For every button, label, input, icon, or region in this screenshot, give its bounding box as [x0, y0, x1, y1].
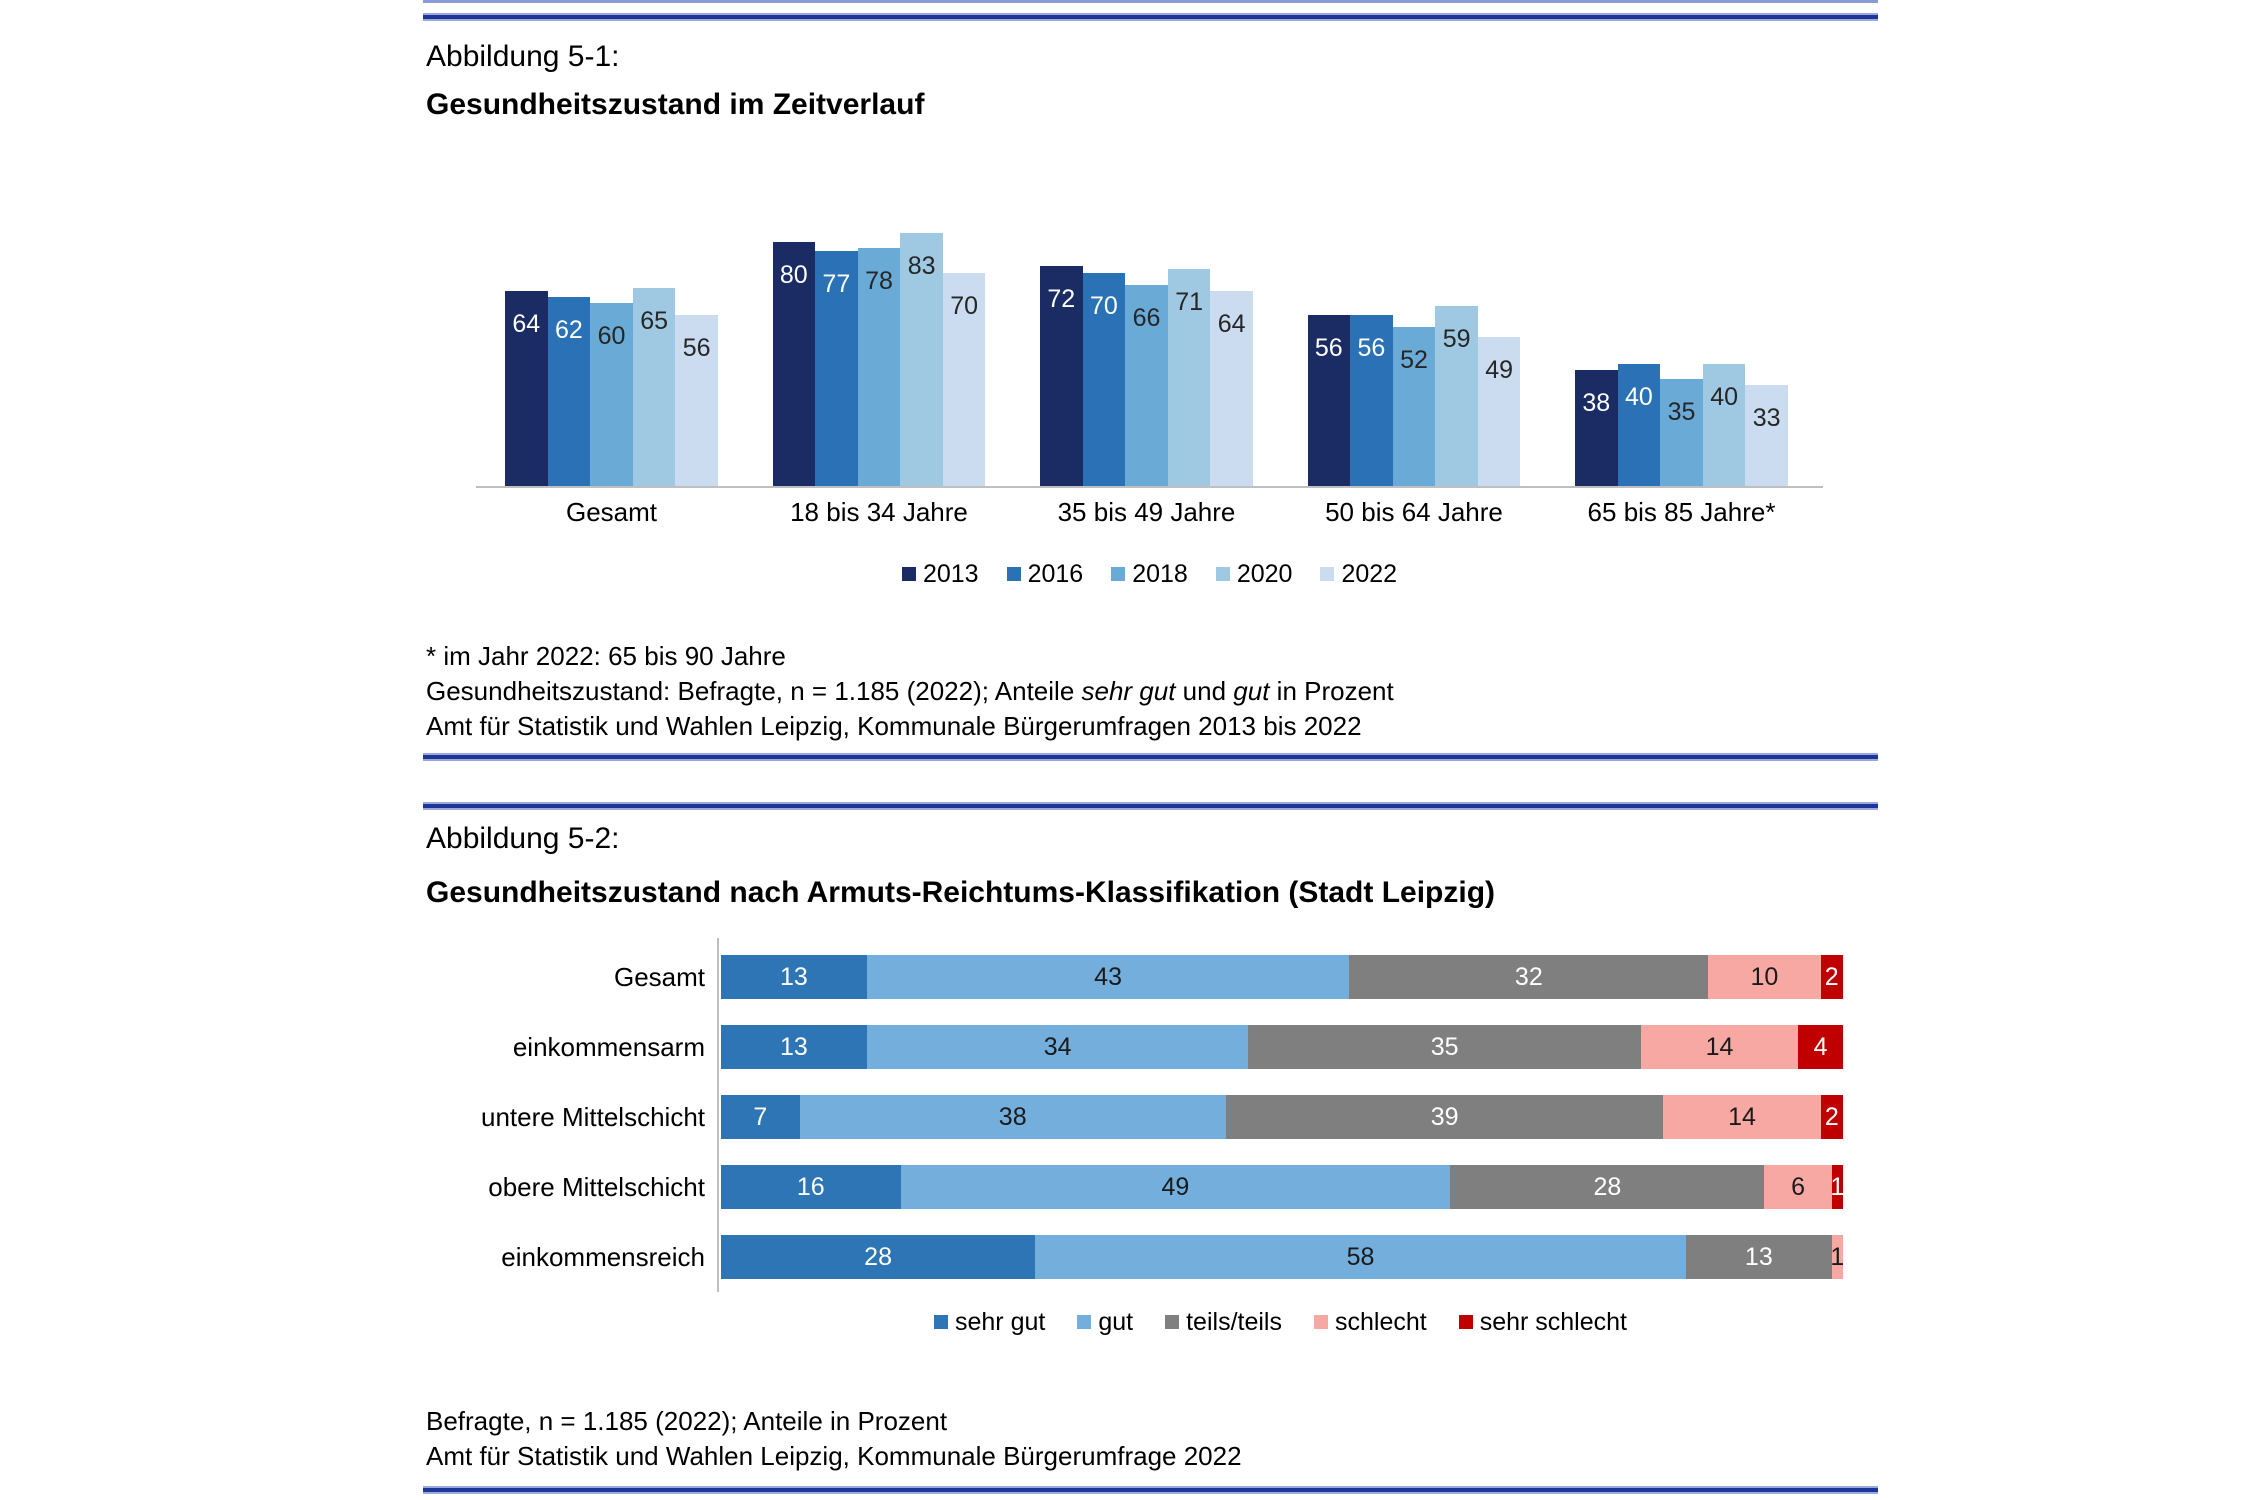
- bar-value-label: 77: [822, 270, 851, 299]
- stacked-bar-row-0: [721, 955, 1843, 999]
- legend-label: gut: [1098, 1308, 1134, 1336]
- segment-gut: [1035, 1235, 1686, 1279]
- segment-value-label: 16: [796, 1173, 825, 1201]
- bar-value-label: 52: [1400, 346, 1428, 375]
- legend-item-2022: [1320, 560, 1397, 588]
- segment-value-label: 14: [1728, 1103, 1756, 1131]
- segment-value-label: 58: [1346, 1243, 1375, 1271]
- bar-value-label: 40: [1624, 383, 1653, 411]
- segment-sehr-schlecht: [1798, 1025, 1843, 1069]
- page-bottom-rule: [423, 1486, 1878, 1494]
- segment-teils-teils: [1226, 1095, 1664, 1139]
- legend-item-sehr-gut: [934, 1308, 1045, 1336]
- bar-2018-cat1: [858, 248, 901, 486]
- legend-label: schlecht: [1334, 1308, 1427, 1336]
- bar-group-3: [1308, 170, 1521, 486]
- bar-2022-cat4: [1745, 385, 1788, 486]
- category-label-0: Gesamt: [565, 497, 658, 527]
- figure2-footnote-1: Befragte, n = 1.185 (2022); Anteile in Prozent: [426, 1406, 948, 1436]
- bar-value-label: 64: [1217, 309, 1246, 338]
- section1-bottom-rule: [423, 753, 1878, 761]
- bar-value-label: 49: [1485, 355, 1514, 384]
- segment-value-label: 4: [1813, 1033, 1828, 1061]
- bar-value-label: 33: [1752, 404, 1781, 433]
- segment-schlecht: [1641, 1025, 1798, 1069]
- row-label-1: einkommensarm: [512, 1031, 705, 1062]
- bar-value-label: 60: [597, 322, 626, 350]
- bar-2016-cat3: [1350, 315, 1393, 486]
- top-edge-rule-fragment: [423, 0, 1878, 3]
- segment-gut: [901, 1165, 1451, 1209]
- figure1-footnote-3: Amt für Statistik und Wahlen Leipzig, Kommunale Bürgerumfragen 2013 bis 2022: [426, 711, 1362, 741]
- bar-value-label: 71: [1175, 288, 1203, 317]
- segment-teils-teils: [1248, 1025, 1641, 1069]
- stacked-bar-chart-legend: [718, 1308, 1843, 1336]
- bar-value-label: 59: [1442, 325, 1471, 354]
- figure2-label: Abbildung 5-2:: [426, 822, 620, 855]
- legend-swatch-icon: [1077, 1315, 1091, 1329]
- grouped-bar-chart-legend: [476, 560, 1823, 588]
- category-label-4: 65 bis 85 Jahre*: [1587, 497, 1776, 527]
- segment-sehr-schlecht: [1821, 1095, 1843, 1139]
- legend-item-teils-teils: [1165, 1308, 1282, 1336]
- legend-swatch-icon: [1111, 567, 1125, 581]
- bar-value-label: 80: [779, 261, 808, 289]
- segment-sehr-schlecht: [1821, 955, 1843, 999]
- figure1-footnotes: [426, 643, 1394, 739]
- bar-group-0: [505, 170, 718, 486]
- bar-2022-cat1: [943, 273, 986, 487]
- stacked-bar-chart-rows: [721, 940, 1851, 1292]
- bar-group-2: [1040, 170, 1253, 486]
- figure1-title: Gesundheitszustand im Zeitverlauf: [426, 88, 925, 121]
- segment-schlecht: [1832, 1235, 1843, 1279]
- segment-sehr-gut: [721, 955, 867, 999]
- stacked-bar-row-1: [721, 1025, 1843, 1069]
- segment-value-label: 10: [1750, 963, 1779, 991]
- row-label-0: Gesamt: [613, 961, 705, 992]
- segment-value-label: 49: [1161, 1173, 1190, 1201]
- bar-value-label: 64: [512, 309, 541, 338]
- bar-value-label: 66: [1132, 303, 1161, 332]
- bar-2022-cat0: [675, 315, 718, 486]
- row-label-3: obere Mittelschicht: [488, 1171, 705, 1202]
- legend-swatch-icon: [1459, 1315, 1473, 1329]
- segment-value-label: 43: [1094, 963, 1122, 991]
- section1-top-rule: [423, 13, 1878, 21]
- legend-swatch-icon: [1007, 567, 1021, 581]
- legend-label: 2022: [1341, 560, 1398, 588]
- stacked-bar-chart-categories: [300, 940, 705, 1292]
- segment-sehr-schlecht: [1832, 1165, 1843, 1209]
- segment-schlecht: [1708, 955, 1820, 999]
- bar-2020-cat1: [900, 233, 943, 486]
- segment-gut: [800, 1095, 1226, 1139]
- segment-value-label: 14: [1705, 1033, 1734, 1061]
- legend-swatch-icon: [1320, 567, 1334, 581]
- segment-teils-teils: [1686, 1235, 1832, 1279]
- bar-value-label: 35: [1667, 398, 1696, 427]
- figure2-title: Gesundheitszustand nach Armuts-Reichtums-Klassifikation (Stadt Leipzig): [426, 876, 1496, 909]
- legend-swatch-icon: [934, 1315, 948, 1329]
- category-label-2: 35 bis 49 Jahre: [1057, 497, 1236, 527]
- legend-swatch-icon: [1314, 1315, 1328, 1329]
- legend-item-2020: [1216, 560, 1293, 588]
- legend-label: 2018: [1132, 560, 1188, 588]
- bar-value-label: 40: [1710, 383, 1738, 411]
- bar-value-label: 62: [554, 315, 583, 344]
- legend-item-schlecht: [1314, 1308, 1427, 1336]
- figure1-footnote-1: * im Jahr 2022: 65 bis 90 Jahre: [426, 641, 786, 671]
- bar-2022-cat2: [1210, 291, 1253, 486]
- segment-value-label: 34: [1043, 1033, 1072, 1061]
- segment-sehr-gut: [721, 1095, 800, 1139]
- stacked-bar-row-3: [721, 1165, 1843, 1209]
- segment-value-label: 2: [1824, 963, 1839, 991]
- legend-label: sehr schlecht: [1479, 1308, 1627, 1336]
- segment-gut: [867, 955, 1349, 999]
- segment-value-label: 35: [1430, 1033, 1459, 1061]
- category-label-1: 18 bis 34 Jahre: [790, 497, 968, 527]
- section2-top-rule: [423, 802, 1878, 810]
- bar-group-4: [1575, 170, 1788, 486]
- segment-teils-teils: [1349, 955, 1708, 999]
- segment-value-label: 32: [1514, 963, 1543, 991]
- bar-value-label: 38: [1582, 389, 1611, 418]
- grouped-bar-chart-categories: [476, 497, 1823, 529]
- legend-item-2018: [1111, 560, 1188, 588]
- segment-sehr-gut: [721, 1235, 1035, 1279]
- legend-swatch-icon: [1165, 1315, 1179, 1329]
- segment-gut: [867, 1025, 1248, 1069]
- bar-2020-cat0: [633, 288, 676, 486]
- bar-value-label: 70: [1089, 291, 1118, 320]
- bar-value-label: 56: [682, 334, 711, 363]
- segment-value-label: 28: [1593, 1173, 1622, 1201]
- stacked-bar-row-4: [721, 1235, 1843, 1279]
- category-label-3: 50 bis 64 Jahre: [1325, 497, 1503, 527]
- figure2-footnotes: [426, 1408, 1242, 1469]
- legend-swatch-icon: [902, 567, 916, 581]
- segment-sehr-gut: [721, 1165, 901, 1209]
- segment-value-label: 13: [1744, 1243, 1773, 1271]
- bar-group-1: [773, 170, 986, 486]
- bar-value-label: 72: [1047, 285, 1076, 314]
- row-label-4: einkommensreich: [501, 1241, 705, 1272]
- legend-label: 2020: [1236, 560, 1293, 588]
- segment-value-label: 1: [1830, 1173, 1845, 1201]
- legend-item-gut: [1077, 1308, 1133, 1336]
- grouped-bar-chart-plot: [476, 170, 1823, 488]
- bar-2020-cat2: [1168, 269, 1211, 486]
- bar-value-label: 78: [865, 267, 893, 296]
- legend-label: 2013: [922, 560, 979, 588]
- legend-label: sehr gut: [955, 1308, 1046, 1336]
- segment-value-label: 2: [1824, 1103, 1839, 1131]
- segment-value-label: 1: [1830, 1243, 1845, 1271]
- segment-value-label: 13: [780, 1033, 808, 1061]
- figure1-footnote-2: Gesundheitszustand: Befragte, n = 1.185 (2022); Anteile sehr gut und gut in Prozent: [426, 676, 1394, 706]
- segment-schlecht: [1663, 1095, 1820, 1139]
- stacked-bar-row-2: [721, 1095, 1843, 1139]
- segment-value-label: 13: [780, 963, 808, 991]
- legend-swatch-icon: [1216, 567, 1230, 581]
- figure2-footnote-2: Amt für Statistik und Wahlen Leipzig, Kommunale Bürgerumfrage 2022: [426, 1441, 1242, 1471]
- legend-item-sehr-schlecht: [1459, 1308, 1627, 1336]
- bar-value-label: 70: [950, 291, 979, 320]
- segment-sehr-gut: [721, 1025, 867, 1069]
- legend-item-2013: [902, 560, 979, 588]
- bar-value-label: 56: [1357, 334, 1386, 363]
- legend-label: teils/teils: [1186, 1308, 1282, 1336]
- bar-2022-cat3: [1478, 337, 1521, 486]
- segment-value-label: 38: [998, 1103, 1027, 1131]
- legend-item-2016: [1007, 560, 1084, 588]
- segment-value-label: 28: [864, 1243, 892, 1271]
- segment-value-label: 39: [1430, 1103, 1459, 1131]
- segment-teils-teils: [1450, 1165, 1764, 1209]
- row-label-2: untere Mittelschicht: [481, 1101, 705, 1132]
- segment-value-label: 7: [753, 1103, 768, 1131]
- bar-2020-cat3: [1435, 306, 1478, 486]
- segment-value-label: 6: [1791, 1173, 1806, 1201]
- stacked-bar-chart-axis: [717, 938, 719, 1292]
- bar-value-label: 56: [1314, 334, 1343, 363]
- bar-value-label: 83: [907, 251, 936, 280]
- figure1-label: Abbildung 5-1:: [426, 40, 620, 73]
- bar-value-label: 65: [640, 306, 668, 335]
- segment-schlecht: [1764, 1165, 1831, 1209]
- legend-label: 2016: [1027, 560, 1084, 588]
